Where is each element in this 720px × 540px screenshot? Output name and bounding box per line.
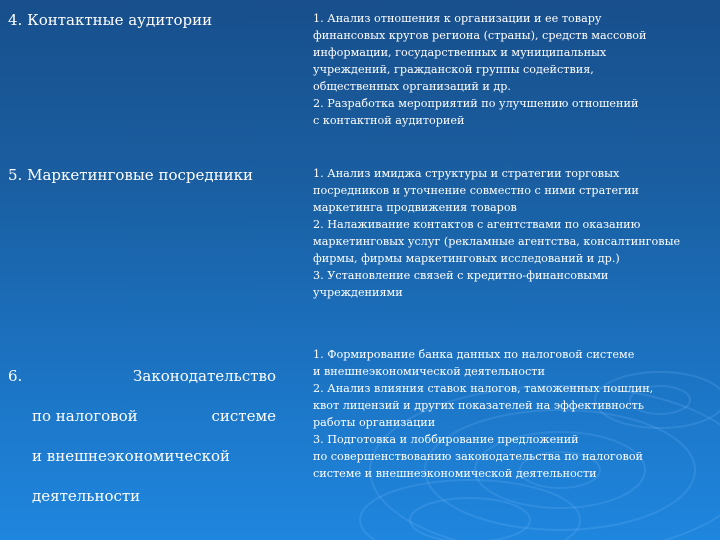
row-title	[8, 346, 276, 526]
row-title-part: по налоговой	[32, 407, 138, 425]
row-description: 1. Анализ отношения к организации и ее товару финансовых кругов региона (страны), средств массовой информации, государственных и муниципальных учреждений, гражданской группы содействия, общественных организаций и др. 2. Разработка мероприятий по улучшению отношений с контактной аудиторией	[313, 12, 647, 127]
row-title: 5. Маркетинговые посредники	[8, 166, 253, 184]
row-title-part: Законодательство	[133, 367, 276, 385]
row-description: 1. Формирование банка данных по налоговой системе и внешнеэкономической деятельности 2. Анализ влияния ставок налогов, таможенных пошлин, квот лицензий и других показателей на эффективность работы организации 3. Подготовка и лоббирование предложений по совершенствованию законодательства по налоговой системе и внешнеэкономической деятельности	[313, 348, 654, 480]
row-description: 1. Анализ имиджа структуры и стратегии торговых посредников и уточнение совместно с ними стратегии маркетинга продвижения товаров 2. Налаживание контактов с агентствами по оказанию маркетинговых услуг (рекламные агентства, консалтинговые фирмы, фирмы маркетинговых исследований и др.) 3. Установление связей с кредитно-финансовыми учреждениями	[313, 167, 681, 299]
row-title-part: деятельности	[32, 487, 141, 505]
row-title-part: и внешнеэкономической	[32, 447, 231, 465]
row-title-part: системе	[211, 407, 276, 425]
row-title: 4. Контактные аудитории	[8, 11, 213, 29]
row-title-part: 6.	[8, 367, 23, 385]
